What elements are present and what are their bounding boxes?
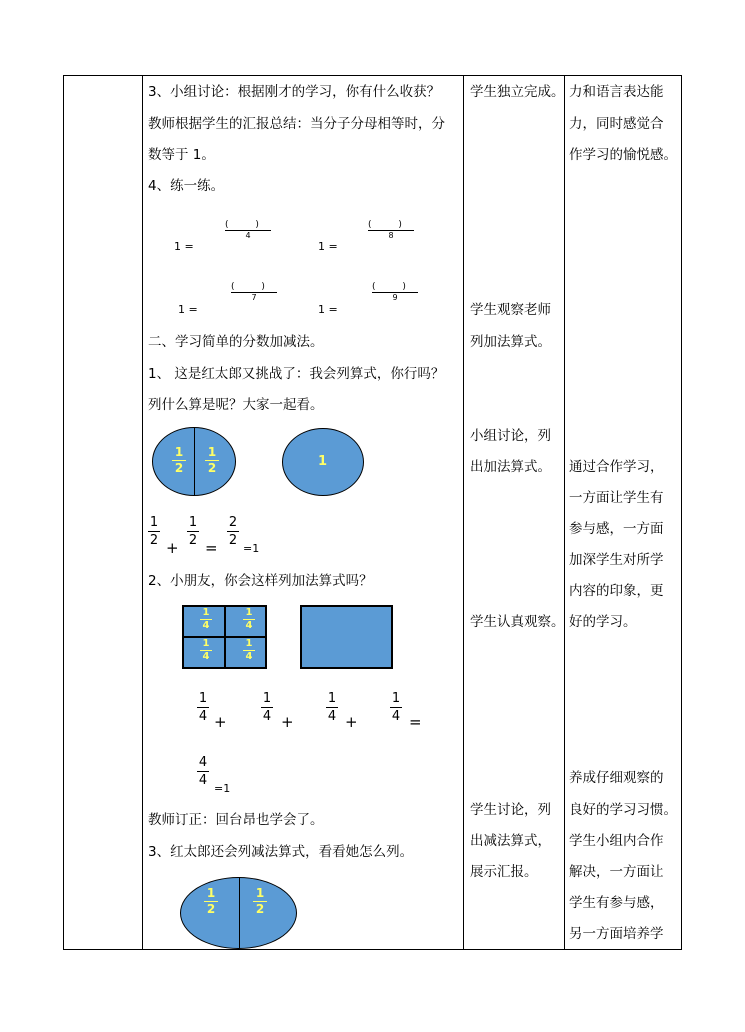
fraction: 1 2 (188, 515, 198, 548)
practice-lhs: 1 = (318, 240, 338, 253)
student-activity: 小组讨论，列 (470, 428, 551, 444)
student-activity: 学生观察老师 (470, 302, 551, 318)
practice-title: 4、练一练。 (148, 178, 225, 194)
item2-title: 2、小朋友，你会这样列加法算式吗？ (148, 573, 373, 589)
summary-line1: 教师根据学生的汇报总结：当分子分母相等时，分 (148, 116, 445, 132)
practice-blank: ( ) 8 (368, 220, 414, 240)
intent-line: 加深学生对所学 (569, 552, 664, 568)
halves-ellipse (180, 877, 297, 949)
fraction: 2 2 (228, 515, 238, 548)
quarter-fraction: 1 4 (243, 639, 255, 662)
practice-lhs: 1 = (318, 303, 338, 316)
intent-line: 学生小组内合作 (569, 833, 664, 849)
result: =1 (214, 782, 231, 795)
student-activity: 学生独立完成。 (470, 84, 565, 100)
fraction: 1 4 (262, 691, 272, 724)
quarter-fraction: 1 4 (243, 608, 255, 631)
quarter-fraction: 1 4 (200, 608, 212, 631)
student-activity: 展示汇报。 (470, 864, 538, 880)
whole-rect (300, 605, 393, 669)
teacher-fix: 教师订正：回台昂也学会了。 (148, 812, 324, 828)
column-divider (564, 76, 565, 949)
summary-line2: 数等于 1。 (148, 147, 215, 163)
item3-title: 3、红太郎还会列减法算式，看看她怎么列。 (148, 844, 414, 860)
intent-line: 通过合作学习， (569, 459, 664, 475)
fraction: 1 4 (391, 691, 401, 724)
practice-lhs: 1 = (174, 240, 194, 253)
plus-sign: + (345, 713, 358, 731)
half-fraction: 1 2 (204, 887, 218, 916)
intent-line: 力和语言表达能 (569, 84, 664, 100)
item1-line1: 1、 这是红太郎又挑战了：我会列算式，你行吗？ (148, 366, 445, 382)
intent-line: 学生有参与感， (569, 895, 664, 911)
student-activity: 学生讨论，列 (470, 802, 551, 818)
intent-line: 内容的印象，更 (569, 583, 664, 599)
intent-line: 参与感，一方面 (569, 521, 664, 537)
fraction: 1 4 (327, 691, 337, 724)
part2-title: 二、学习简单的分数加减法。 (148, 334, 324, 350)
equals-sign: = (409, 713, 422, 731)
equals-sign: = (205, 539, 218, 557)
half-fraction: 1 2 (172, 446, 186, 475)
intent-line: 良好的学习习惯。 (569, 802, 677, 818)
plus-sign: + (214, 713, 227, 731)
practice-lhs: 1 = (178, 303, 198, 316)
intent-line: 另一方面培养学 (569, 926, 664, 942)
student-activity: 学生认真观察。 (470, 614, 565, 630)
practice-blank: ( ) 4 (225, 220, 271, 240)
intent-line: 力，同时感觉合 (569, 116, 664, 132)
fraction: 4 4 (198, 755, 208, 788)
practice-blank: ( ) 7 (231, 282, 277, 302)
intent-line: 解决，一方面让 (569, 864, 664, 880)
column-divider (142, 76, 143, 949)
plus-sign: + (166, 539, 179, 557)
practice-blank: ( ) 9 (372, 282, 418, 302)
whole-label: 1 (318, 454, 328, 469)
section3-title: 3、小组讨论：根据刚才的学习，你有什么收获？ (148, 84, 441, 100)
quarter-fraction: 1 4 (200, 639, 212, 662)
halves-ellipse (152, 427, 236, 496)
intent-line: 一方面让学生有 (569, 490, 664, 506)
intent-line: 养成仔细观察的 (569, 770, 664, 786)
column-divider (463, 76, 464, 949)
half-fraction: 1 2 (205, 446, 219, 475)
student-activity: 列加法算式。 (470, 334, 551, 350)
student-activity: 出加法算式。 (470, 459, 551, 475)
student-activity: 出减法算式， (470, 833, 551, 849)
fraction: 1 2 (149, 515, 159, 548)
intent-line: 作学习的愉悦感。 (569, 147, 677, 163)
half-fraction: 1 2 (253, 887, 267, 916)
fraction: 1 4 (198, 691, 208, 724)
plus-sign: + (281, 713, 294, 731)
result: =1 (243, 542, 260, 555)
item1-line2: 列什么算是呢？大家一起看。 (148, 397, 324, 413)
intent-line: 好的学习。 (569, 614, 637, 630)
